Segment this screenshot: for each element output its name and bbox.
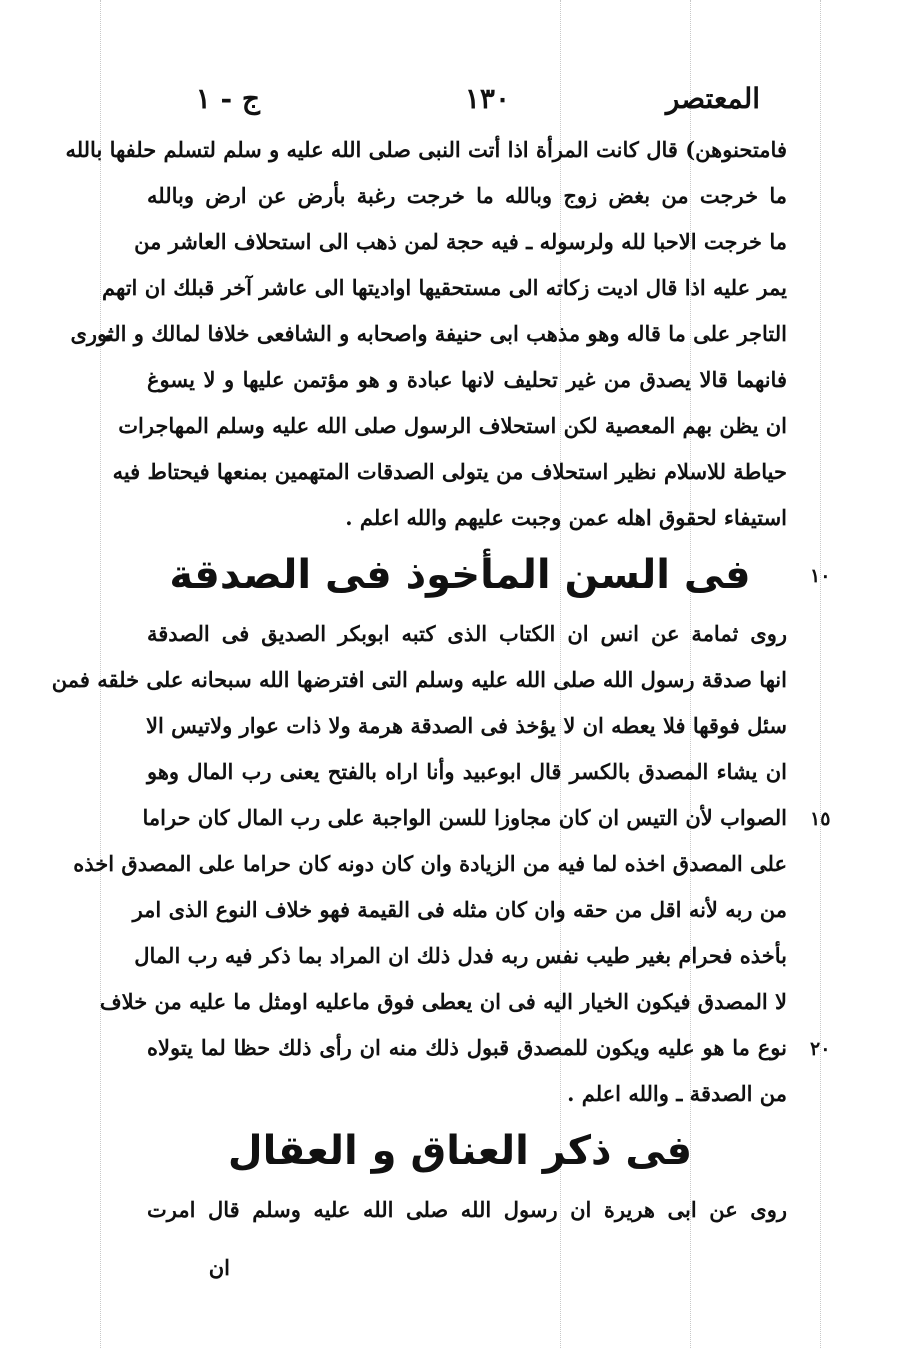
- page-number: ١٣٠: [464, 82, 510, 115]
- volume-label: ج - ١: [195, 82, 260, 115]
- text-line: نوع ما هو عليه ويكون للمصدق قبول ذلك منه ان رأى ذلك حظا لما يتولاه: [147, 1035, 787, 1060]
- text-line: انها صدقة رسول الله صلى الله عليه وسلم التى افترضها الله سبحانه على خلقه فمن: [51, 667, 787, 692]
- line-number: ٢٠: [810, 1038, 831, 1060]
- text-line: يمر عليه اذا قال اديت زكاته الى مستحقيها اواديتها الى عاشر آخر قبلك ان اتهم: [102, 275, 787, 300]
- text-line: استيفاء لحقوق اهله عمن وجبت عليهم والله اعلم .: [345, 505, 787, 530]
- text-line: لا المصدق فيكون الخيار اليه فى ان يعطى فوق ماعليه اومثل ما عليه من خلاف: [99, 989, 787, 1014]
- text-line: حياطة للاسلام نظير استحلاف من يتولى الصدقات المتهمين بمنعها فيحتاط فيه: [112, 459, 787, 484]
- running-header: [160, 82, 760, 122]
- text-line: بأخذه فحرام بغير طيب نفس ربه فدل ذلك ان المراد بما ذكر فيه رب المال: [134, 943, 787, 968]
- text-line: على المصدق اخذه لما فيه من الزيادة وان كان دونه كان حراما على المصدق اخذه: [73, 851, 787, 876]
- text-line: فانهما قالا يصدق من غير تحليف لانها عبادة و هو مؤتمن عليها و لا يسوغ: [147, 367, 787, 392]
- text-line: ما خرجت الاحبا لله ولرسوله ـ فيه حجة لمن ذهب الى استحلاف العاشر من: [134, 229, 787, 254]
- text-line: سئل فوقها فلا يعطه ان لا يؤخذ فى الصدقة هرمة ولا ذات عوار ولاتيس الا: [146, 713, 787, 738]
- text-line: من الصدقة ـ والله اعلم .: [567, 1081, 787, 1106]
- section-heading: فى السن المأخوذ فى الصدقة: [169, 552, 751, 598]
- text-line: روى عن ابى هريرة ان رسول الله صلى الله عليه وسلم قال امرت: [147, 1197, 787, 1222]
- text-line: ان يظن بهم المعصية لكن استحلاف الرسول صلى الله عليه وسلم المهاجرات: [118, 413, 787, 438]
- text-line: التاجر على ما قاله وهو مذهب ابى حنيفة واصحابه و الشافعى خلافا لمالك و الثورى: [70, 321, 787, 346]
- line-number: ١٠: [810, 565, 831, 587]
- text-line: ان: [208, 1255, 230, 1280]
- text-line: فامتحنوهن) قال كانت المرأة اذا أتت النبى صلى الله عليه و سلم لتسلم حلفها بالله: [65, 137, 787, 162]
- section-heading: فى ذكر العناق و العقال: [227, 1128, 693, 1174]
- text-line: من ربه لأنه اقل من حقه وان كان مثله فى القيمة فهو خلاف النوع الذى امر: [132, 897, 787, 922]
- book-title: المعتصر: [665, 82, 760, 115]
- text-line: الصواب لأن التيس ان كان مجاوزا للسن الواجبة على رب المال كان حراما: [142, 805, 787, 830]
- line-number: ١٥: [810, 808, 831, 830]
- text-line: ما خرجت من بغض زوج وبالله ما خرجت رغبة بأرض عن ارض وبالله: [147, 183, 787, 208]
- text-line: روى ثمامة عن انس ان الكتاب الذى كتبه ابوبكر الصديق فى الصدقة: [147, 621, 787, 646]
- text-line: ان يشاء المصدق بالكسر قال ابوعبيد وأنا اراه بالفتح يعنى رب المال وهو: [147, 759, 787, 784]
